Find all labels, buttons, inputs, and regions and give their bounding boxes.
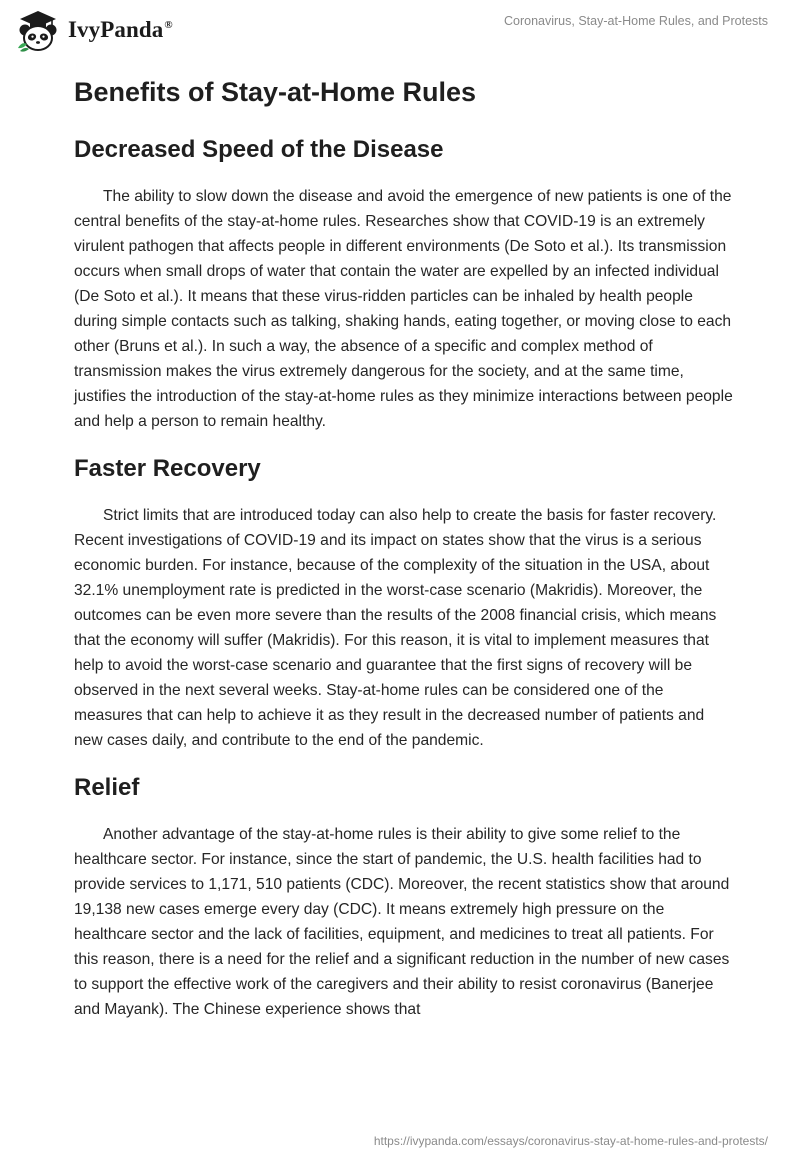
source-url[interactable]: https://ivypanda.com/essays/coronavirus-stay-at-home-rules-and-protests/	[373, 1134, 768, 1148]
page-header	[0, 0, 800, 60]
section-heading-relief: Relief	[74, 774, 140, 801]
section-heading-decreased-speed: Decreased Speed of the Disease	[74, 136, 444, 163]
paragraph-decreased-speed: The ability to slow down the disease and avoid the emergence of new patients is one of the central benefits of the stay-at-home rules. Researches show that COVID-19 is an extremely virulent pathogen that affects people in different environments (De Soto et al.). Its transmission occurs when small drops of water that contain the water are expelled by an infected individual (De Soto et al.). It means that these virus-ridden particles can be inhaled by health people during simple contacts such as talking, shaking hands, eating together, or moving close to each other (Bruns et al.). In such a way, the absence of a specific and complex method of transmission makes the virus extremely dangerous for the society, and at the same time, justifies the introduction of the stay-at-home rules as they minimize interactions between people and help a person to remain healthy.	[74, 188, 733, 430]
running-title: Coronavirus, Stay-at-Home Rules, and Protests	[504, 14, 768, 28]
ivypanda-logo[interactable]	[14, 8, 173, 52]
registered-mark: ®	[164, 19, 173, 32]
brand-name: IvyPanda®	[68, 17, 173, 42]
paragraph-relief: Another advantage of the stay-at-home rules is their ability to give some relief to the healthcare sector. For instance, since the start of pandemic, the U.S. health facilities had to provide services to 1,171, 510 patients (CDC). Moreover, the recent statistics show that around 19,138 new cases emerge every day (CDC). It means extremely high pressure on the healthcare sector and the lack of facilities, equipment, and medicines to treat all patients. For this reason, there is a need for the relief and a significant reduction in the number of new cases to support the effective work of the caregivers and their ability to resist coronavirus (Banerjee and Mayank). The Chinese experience shows that	[74, 826, 730, 1018]
paragraph-faster-recovery: Strict limits that are introduced today can also help to create the basis for faster recovery. Recent investigations of COVID-19 and its impact on states show that the virus is a serious economic burden. For instance, because of the complexity of the situation in the USA, about 32.1% unemployment rate is predicted in the worst-case scenario (Makridis). Moreover, the outcomes can be even more severe than the results of the 2008 financial crisis, which means that the economy will suffer (Makridis). For this reason, it is vital to implement measures that help to avoid the worst-case scenario and guarantee that the first signs of recovery will be observed in the next several weeks. Stay-at-home rules can be considered one of the measures that can help to achieve it as they result in the decreased number of patients and new cases daily, and contribute to the end of the pandemic.	[74, 507, 717, 749]
document-title: Benefits of Stay-at-Home Rules	[74, 77, 477, 107]
essay-content	[74, 70, 734, 1022]
panda-graduate-icon	[14, 8, 62, 52]
section-heading-faster-recovery: Faster Recovery	[74, 455, 261, 482]
